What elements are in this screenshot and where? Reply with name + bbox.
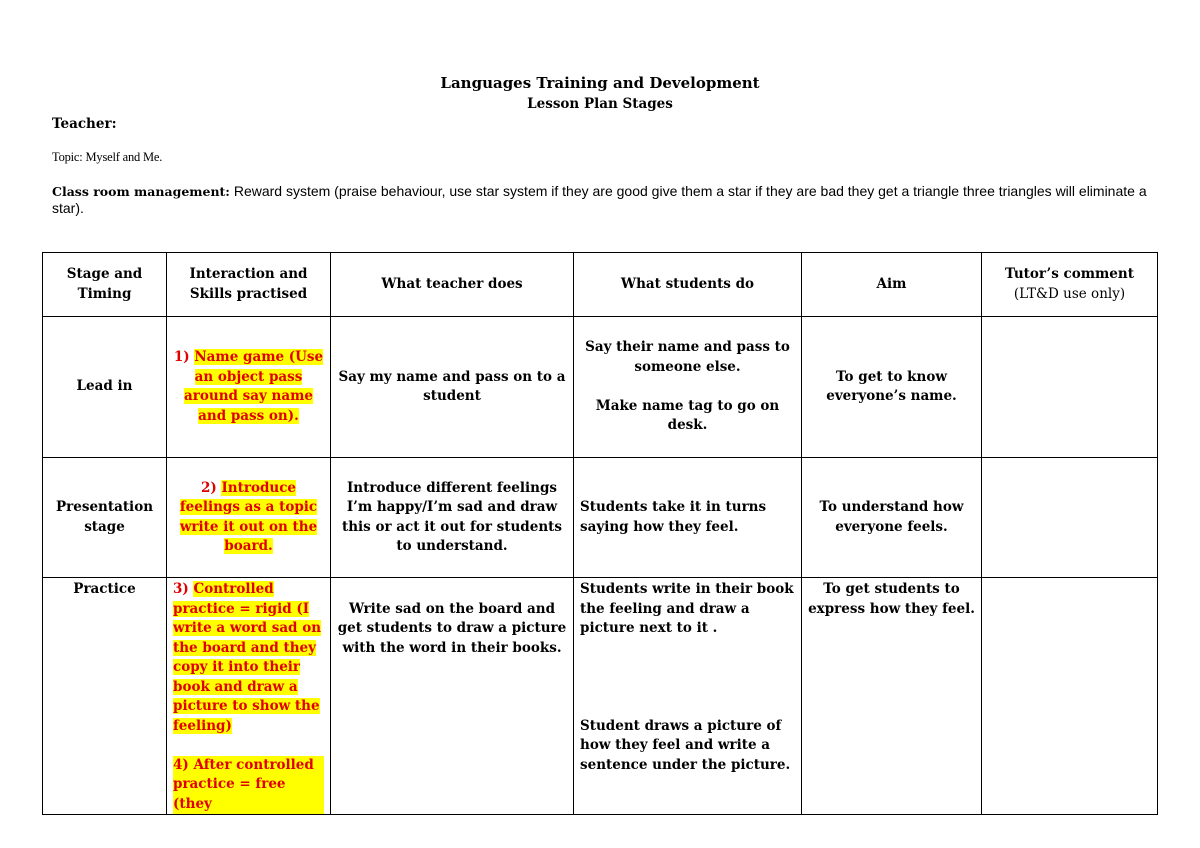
row-2-tutor xyxy=(982,458,1158,578)
topic-line: Topic: Myself and Me. xyxy=(52,150,163,164)
row-1-stage: Lead in xyxy=(43,317,167,458)
lesson-plan-table xyxy=(42,252,1158,815)
header-teacher: What teacher does xyxy=(331,253,574,317)
row-3-interaction: 3) Controlled practice = rigid (I write a word sad on the board and they copy it into their book and draw a picture to show the feeling) 4) After controlled practice = free (they xyxy=(167,578,331,815)
row-2-aim: To understand how everyone feels. xyxy=(802,458,982,578)
table-header-row xyxy=(43,253,1158,317)
row-1-students: Say their name and pass to someone else. Make name tag to go on desk. xyxy=(574,317,802,458)
row-3-interaction-continued: 4) After controlled practice = free (they xyxy=(173,756,324,815)
header-tutor-note: (LT&D use only) xyxy=(1013,285,1126,302)
row-2-students: Students take it in turns saying how they feel. xyxy=(574,458,802,578)
classroom-management-text: Reward system (praise behaviour, use star system if they are good give them a star if they are bad they get a triangle three triangles will eliminate a star). xyxy=(52,183,1147,216)
header-interaction: Interaction and Skills practised xyxy=(167,253,331,317)
document-subtitle: Lesson Plan Stages xyxy=(527,96,673,112)
header-aim: Aim xyxy=(802,253,982,317)
row-1-teacher: Say my name and pass on to a student xyxy=(331,317,574,458)
row-1-aim: To get to know everyone’s name. xyxy=(802,317,982,458)
row-3-teacher: Write sad on the board and get students to draw a picture with the word in their books. xyxy=(331,578,574,815)
row-1-interaction: 1) Name game (Use an object pass around say name and pass on). xyxy=(167,317,331,458)
classroom-management xyxy=(52,183,1152,217)
row-3-aim: To get students to express how they feel. xyxy=(802,578,982,815)
teacher-label: Teacher: xyxy=(52,116,117,132)
table-row xyxy=(43,458,1158,578)
row-2-teacher: Introduce different feelings I’m happy/I’m sad and draw this or act it out for students to understand. xyxy=(331,458,574,578)
header-stage: Stage and Timing xyxy=(43,253,167,317)
table-row xyxy=(43,317,1158,458)
header-students: What students do xyxy=(574,253,802,317)
document-title: Languages Training and Development xyxy=(440,74,760,92)
header-tutor: Tutor’s comment (LT&D use only) xyxy=(982,253,1158,317)
row-1-tutor xyxy=(982,317,1158,458)
row-3-stage: Practice xyxy=(43,578,167,815)
row-3-tutor xyxy=(982,578,1158,815)
row-3-students: Students write in their book the feeling and draw a picture next to it . Student draws a picture of how they feel and write a sentence under the picture. xyxy=(574,578,802,815)
classroom-management-label: Class room management: xyxy=(52,184,230,199)
row-2-stage: Presentation stage xyxy=(43,458,167,578)
row-2-interaction: 2) Introduce feelings as a topic write it out on the board. xyxy=(167,458,331,578)
table-row xyxy=(43,578,1158,815)
